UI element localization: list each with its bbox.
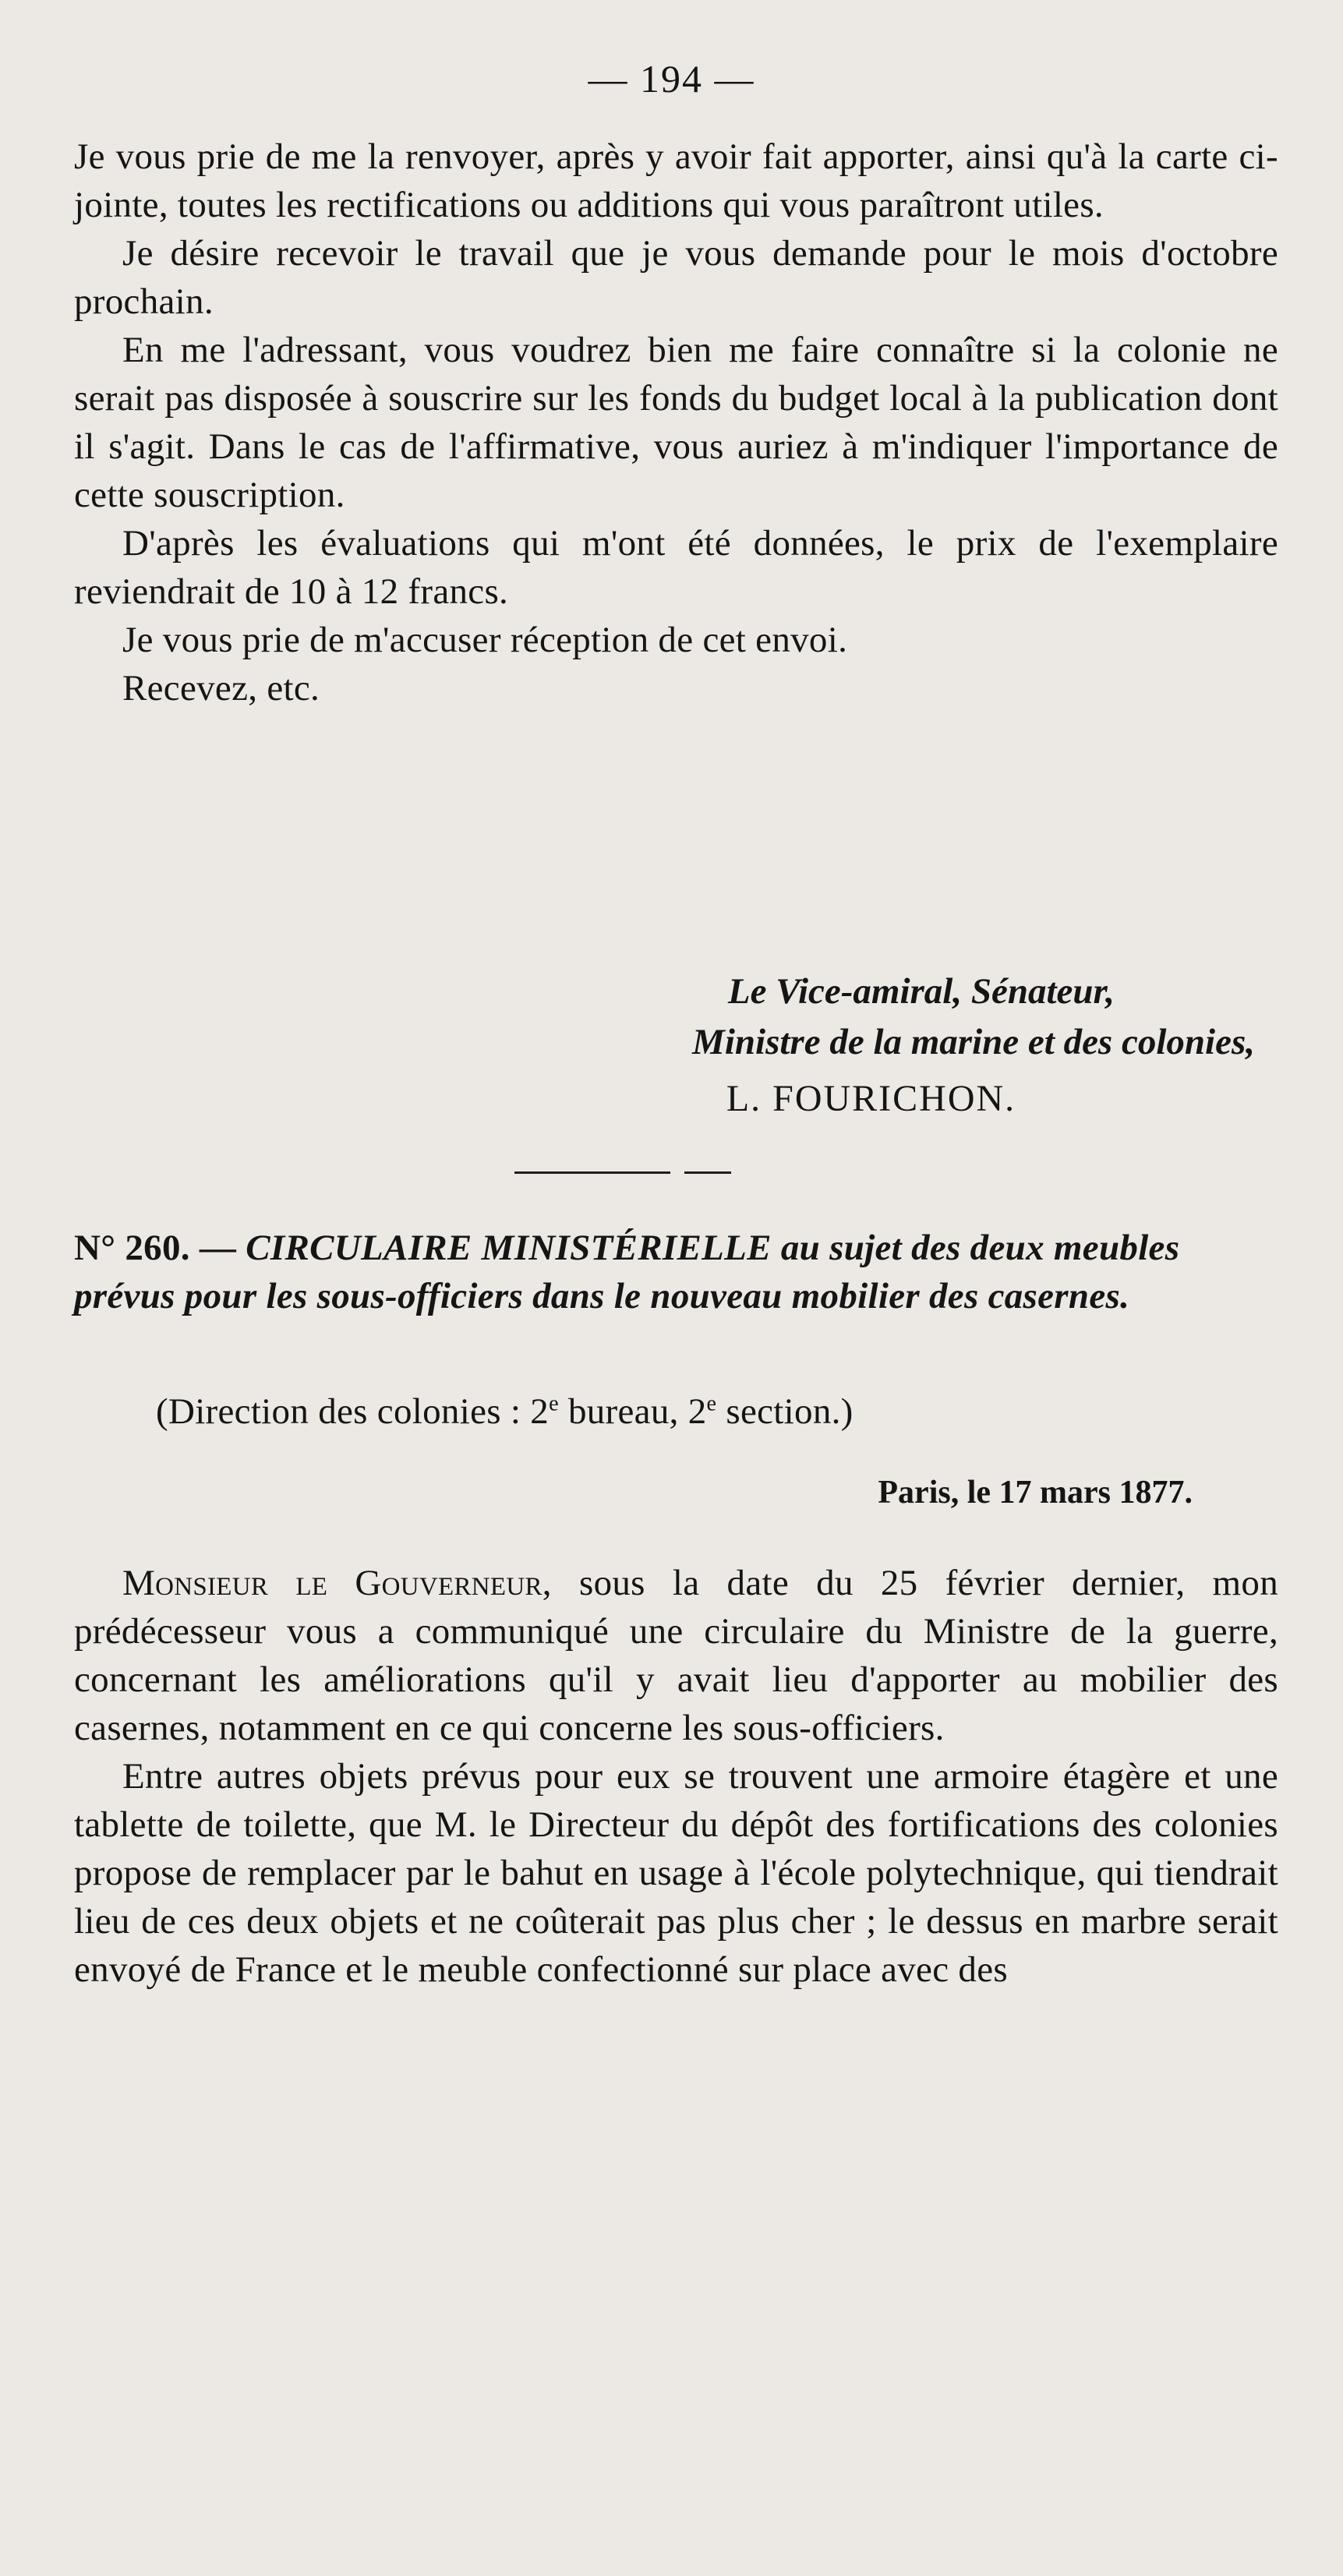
paragraph-octobre: Je désire recevoir le travail que je vous demande pour le mois d'octobre prochain. [74,233,1278,322]
direction-sup-1: e [549,1391,559,1416]
dateline-block [74,1469,1278,1516]
signature-title-2: Ministre de la marine et des colonies, [692,1022,1255,1062]
letter-body [74,133,1278,712]
signature-name: L. FOURICHON. [726,1078,1016,1119]
circular-body [74,1559,1278,1994]
page-number: — 194 — [588,57,755,101]
circular-paragraph-2: Entre autres objets prévus pour eux se trouvent une armoire étagère et une tablette de toilette, que M. le Directeur du dépôt des fortifications des colonies propose de remplacer par le bahut en usage à l'école polytechnique, qui tiendrait lieu de ces deux objets et ne coûterait pas plus cher ; le dessus en marbre serait envoyé de France et le meuble confectionné sur place avec des [74,1756,1278,1990]
direction-line [74,1387,1278,1436]
divider-rule-short [684,1171,731,1174]
paragraph-recevez: Recevez, etc. [122,668,320,708]
paragraph-reception: Je vous prie de m'accuser réception de cet envoi. [122,620,848,660]
paragraph-prix: D'après les évaluations qui m'ont été données, le prix de l'exemplaire reviendrait de 10 à 12 francs. [74,523,1278,612]
direction-prefix: (Direction des colonies : 2 [156,1391,550,1432]
paragraph-souscription: En me l'adressant, vous voudrez bien me faire connaître si la colonie ne serait pas disposée à souscrire sur les fonds du budget local à la publication dont il s'agit. Dans le cas de l'affirmative, vous auriez à m'indiquer l'importance de cette souscription. [74,330,1278,515]
divider-rule [514,1171,670,1174]
circular-number: N° 260. — [74,1228,237,1268]
signature-title-1: Le Vice-amiral, Sénateur, [727,971,1115,1012]
circular-heading [74,1224,1278,1320]
dateline: Paris, le 17 mars 1877. [878,1475,1193,1511]
circular-title: CIRCULAIRE MINISTÉRIELLE au sujet des deux meubles prévus pour les sous-officiers dans le nouveau mobilier des casernes. [74,1228,1180,1316]
salutation: Monsieur le Gouverneur, [122,1563,552,1603]
circular-paragraph-1-text: sous la date du 25 février dernier, mon prédécesseur vous a communiqué une circulaire du Ministre de la guerre, concernant les améliorations qu'il y avait lieu d'apporter au mobilier des casernes, notamment en ce qui concerne les sous-officiers. [74,1563,1278,1748]
circular-paragraph-1 [74,1559,1278,1752]
direction-suffix: section.) [716,1391,854,1432]
direction-sup-2: e [706,1391,717,1416]
direction-mid: bureau, 2 [558,1391,707,1432]
signature-block [74,966,1278,1120]
paragraph-renvoyer: Je vous prie de me la renvoyer, après y avoir fait apporter, ainsi qu'à la carte ci-jointe, toutes les rectifications ou additions qui vous paraîtront utiles. [74,136,1278,225]
